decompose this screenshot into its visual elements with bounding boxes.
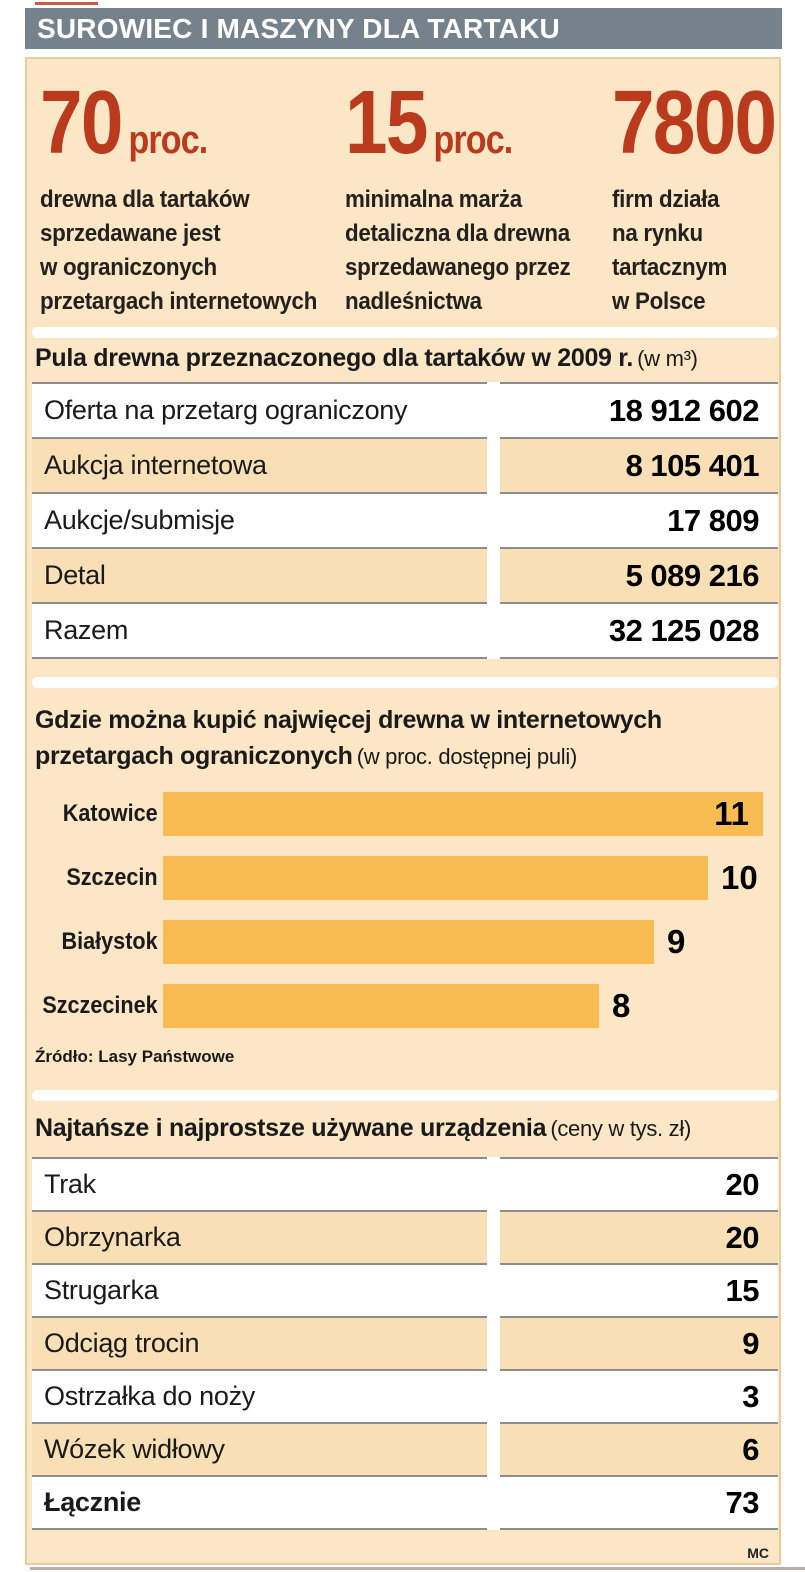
bar-area (163, 792, 779, 836)
bar-chart (27, 792, 779, 1048)
section-title-unit: (w m³) (637, 346, 698, 371)
row-label: Obrzynarka (44, 1222, 181, 1252)
bar-value: 10 (721, 859, 758, 896)
bar-area (163, 984, 779, 1028)
table-row (32, 384, 778, 439)
stat-value: 7800 (612, 73, 776, 173)
bar (163, 984, 599, 1028)
stat-item (612, 73, 777, 319)
section-separator (32, 327, 778, 338)
stat-unit: proc. (433, 118, 513, 162)
bar (163, 920, 654, 964)
table-row-total (32, 1477, 778, 1530)
row-label: Ostrzałka do noży (44, 1381, 255, 1411)
machines-table (32, 1157, 778, 1530)
row-value: 20 (725, 1219, 759, 1255)
table-row (32, 549, 778, 604)
stat-number-line (40, 73, 299, 173)
stat-value: 15 (345, 73, 427, 173)
bar-category-label: Białystok (61, 928, 158, 955)
chart-title-unit: (w proc. dostępnej puli) (356, 744, 577, 769)
bar (163, 856, 708, 900)
row-label: Aukcje/submisje (44, 505, 235, 535)
column-divider (487, 382, 500, 659)
credit-initials: MC (747, 1545, 769, 1561)
section-title-text: Najtańsze i najprostsze używane urządzenia (35, 1114, 547, 1142)
column-divider (487, 1157, 500, 1530)
row-label: Oferta na przetarg ograniczony (44, 395, 408, 425)
row-value: 9 (742, 1325, 759, 1361)
top-accent-line (35, 2, 98, 5)
chart-title-line2: przetargach ograniczonych (35, 742, 353, 770)
row-value: 5 089 216 (625, 557, 759, 593)
wood-pool-table (32, 382, 778, 659)
row-value: 18 912 602 (608, 392, 759, 428)
table-row (32, 1424, 778, 1477)
table-row (32, 1371, 778, 1424)
bottom-rule (30, 1567, 805, 1570)
table-row (32, 1159, 778, 1212)
row-label: Aukcja internetowa (44, 450, 267, 480)
row-label: Łącznie (44, 1487, 141, 1517)
row-label: Odciąg trocin (44, 1328, 200, 1358)
row-value: 3 (742, 1378, 759, 1414)
row-value: 32 125 028 (608, 612, 759, 648)
bar-category-label: Szczecin (66, 864, 158, 891)
bar-value: 8 (612, 987, 631, 1024)
key-stats (27, 73, 779, 321)
bar-row (27, 920, 779, 964)
bar-value: 11 (714, 795, 749, 832)
stat-item (345, 73, 599, 319)
table-row (32, 604, 778, 659)
bar-area (163, 856, 779, 900)
row-value: 6 (742, 1431, 759, 1467)
section-title (35, 704, 662, 776)
section-title (35, 1114, 691, 1143)
row-value: 73 (725, 1484, 759, 1520)
stat-item (40, 73, 345, 319)
stat-unit: proc. (128, 118, 208, 162)
table-row (32, 439, 778, 494)
row-value: 8 105 401 (625, 447, 759, 483)
row-label: Trak (44, 1169, 96, 1199)
title-bar (25, 8, 782, 49)
section-title-unit: (ceny w tys. zł) (550, 1116, 691, 1141)
chart-title-line1: Gdzie można kupić najwięcej drewna w internetowych (35, 706, 662, 734)
row-label: Razem (44, 615, 129, 645)
bar-row (27, 792, 779, 836)
row-label: Strugarka (44, 1275, 159, 1305)
bar-area (163, 920, 779, 964)
stat-number-line (345, 73, 561, 173)
section-separator (32, 1090, 778, 1101)
row-label: Detal (44, 560, 106, 590)
row-label: Wózek widłowy (44, 1434, 225, 1464)
stat-number-line (612, 73, 776, 173)
section-title-text: Pula drewna przeznaczonego dla tartaków w 2009 r. (35, 344, 633, 372)
bar-category-label: Katowice (62, 800, 158, 827)
stat-description: firm działa na rynku tartacznym w Polsce (612, 185, 728, 315)
bar-value: 9 (667, 923, 686, 960)
table-row (32, 494, 778, 549)
section-separator (32, 677, 778, 688)
page-title: SUROWIEC I MASZYNY DLA TARTAKU (37, 12, 560, 44)
table-row (32, 1318, 778, 1371)
row-value: 20 (725, 1166, 759, 1202)
bar (163, 792, 763, 836)
source-note: Źródło: Lasy Państwowe (35, 1047, 235, 1066)
stat-description: minimalna marża detaliczna dla drewna sprzedawanego przez nadleśnictwa (345, 185, 571, 315)
row-value: 15 (725, 1272, 759, 1308)
stat-value: 70 (40, 73, 122, 173)
bar-row (27, 984, 779, 1028)
table-row (32, 1212, 778, 1265)
row-value: 17 809 (667, 502, 759, 538)
section-title (35, 344, 698, 373)
table-row (32, 1265, 778, 1318)
bar-category-label: Szczecinek (42, 992, 158, 1019)
content-panel (25, 57, 781, 1565)
bar-row (27, 856, 779, 900)
stat-description: drewna dla tartaków sprzedawane jest w ograniczonych przetargach internetowych (40, 185, 318, 315)
